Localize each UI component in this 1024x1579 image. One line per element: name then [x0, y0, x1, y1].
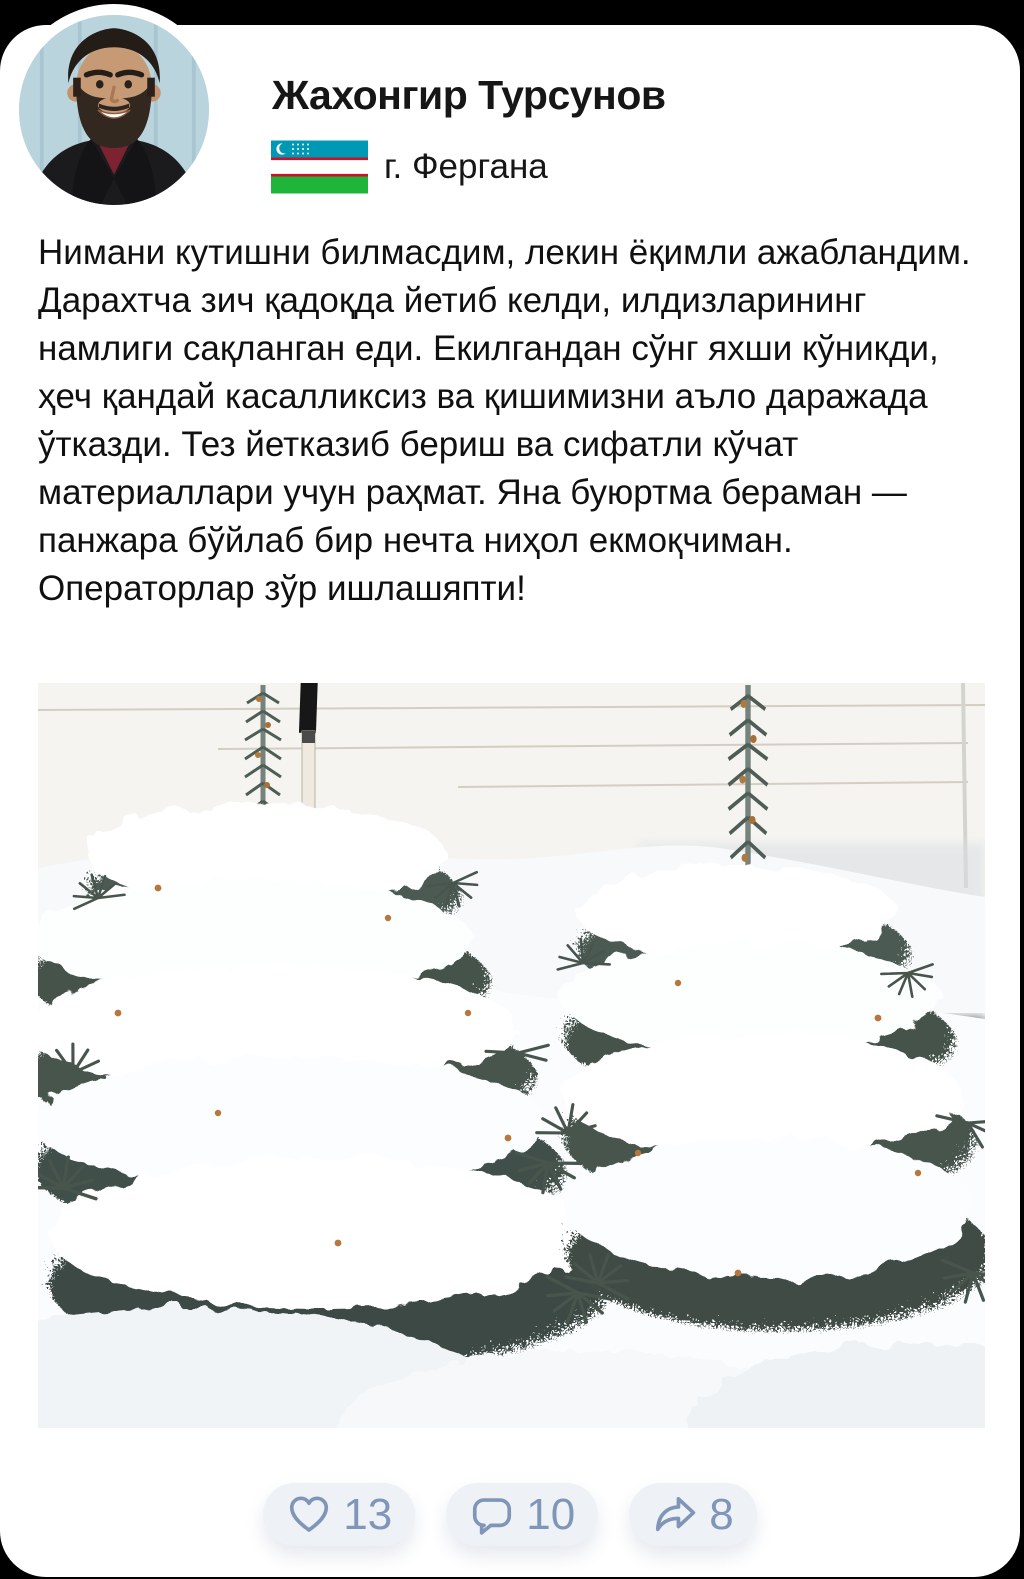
uzbekistan-flag-icon	[271, 140, 368, 194]
like-count: 13	[343, 1489, 393, 1539]
comment-icon	[469, 1492, 515, 1538]
share-icon	[652, 1492, 698, 1538]
heart-icon	[286, 1492, 332, 1538]
reviewer-name: Жахонгир Турсунов	[272, 72, 666, 118]
comment-count: 10	[526, 1489, 576, 1539]
reviewer-location-row	[271, 140, 548, 194]
share-count: 8	[709, 1489, 734, 1539]
comment-button[interactable]	[446, 1483, 598, 1546]
snow-covered-spruce-trees-photo	[38, 683, 985, 1428]
actions-bar	[0, 1483, 1020, 1546]
review-card	[0, 25, 1020, 1577]
man-portrait-avatar	[19, 15, 209, 205]
reviewer-location: г. Фергана	[384, 147, 548, 186]
like-button[interactable]	[263, 1483, 415, 1546]
review-photo[interactable]	[38, 683, 985, 1428]
review-text: Нимани кутишни билмасдим, лекин ёқимли ажабландим. Дарахтча зич қадоқда йетиб келди, илдизларининг намлиги сақланган еди. Екилгандан сўнг яхши кўникди, ҳеч қандай касалликсиз ва қишимизни аъло даражада ўтказди. Тез йетказиб бериш ва сифатли кўчат материаллари учун раҳмат. Яна буюртма бераман — панжара бўйлаб бир нечта ниҳол екмоқчиман. Операторлар зўр ишлашяпти!	[38, 233, 971, 608]
share-button[interactable]	[629, 1483, 756, 1546]
avatar	[8, 4, 220, 216]
